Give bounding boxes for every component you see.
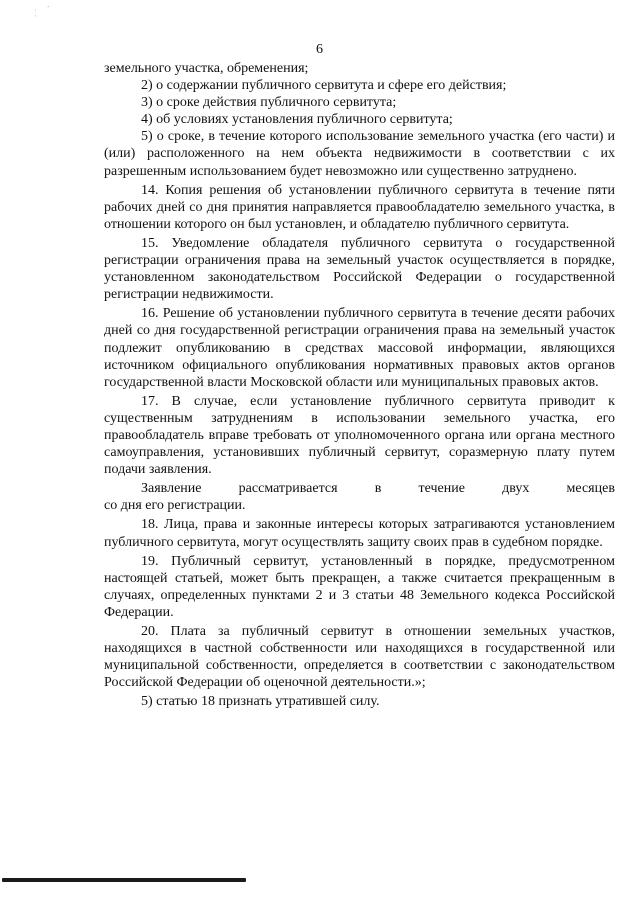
- paragraph: 15. Уведомление обладателя публичного сервитута о государственной регистрации ограничения права на земельный участок осуществляется в порядке, установленном законодательством Российской Федерации о государственной регистрации недвижимости.: [104, 235, 615, 303]
- word: течение: [418, 481, 465, 497]
- word: рассматривается: [238, 481, 338, 497]
- word: в: [374, 481, 382, 497]
- scan-artifact: · ˊ ·: [34, 6, 54, 22]
- paragraph: 17. В случае, если установление публичного сервитута приводит к существенным затруднениям в использовании земельного участка, его правообладатель вправе требовать от уполномоченного органа или органа местного самоуправления, установивших публичный сервитут, соразмерную плату путем подачи заявления.: [104, 393, 615, 478]
- word: Заявление: [141, 481, 202, 497]
- paragraph: 18. Лица, права и законные интересы которых затрагиваются установлением публичного сервитута, могут осуществлять защиту своих прав в судебном порядке.: [104, 517, 615, 550]
- paragraph: 14. Копия решения об установлении публичного сервитута в течение пяти рабочих дней со дня принятия направляется правообладателю земельного участка, в отношении которого он был установлен, и обладателю публичного сервитута.: [104, 182, 615, 232]
- page-number: 6: [316, 42, 323, 57]
- paragraph: 5) статью 18 признать утратившей силу.: [141, 694, 380, 710]
- document-body: [104, 60, 615, 710]
- bottom-rule: [2, 878, 246, 882]
- paragraph: 5) о сроке, в течение которого использование земельного участка (его части) и (или) расположенного на нем объекта недвижимости в соответствии с их разрешенным использованием будет невозможно или существенно затруднено.: [104, 129, 615, 179]
- paragraph: со дня его регистрации.: [104, 498, 246, 514]
- word: месяцев: [566, 481, 615, 497]
- paragraph: 19. Публичный сервитут, установленный в порядке, предусмотренном настоящей статьей, может быть прекращен, а также считается прекращенным в случаях, определенных пунктами 2 и 3 статьи 48 Земельного кодекса Российской Федерации.: [104, 553, 615, 620]
- paragraph: земельного участка, обременения;: [104, 61, 309, 76]
- paragraph: 4) об условиях установления публичного сервитута;: [141, 112, 453, 128]
- paragraph: 3) о сроке действия публичного сервитута;: [141, 95, 397, 111]
- word: двух: [502, 481, 530, 497]
- paragraph: 16. Решение об установлении публичного сервитута в течение десяти рабочих дней со дня государственной регистрации ограничения права на земельный участок подлежит опубликованию в средствах массовой информации, являющихся источником официального опубликования нормативных правовых актов органов государственной власти Московской области или муниципальных правовых актов.: [104, 306, 615, 390]
- paragraph: 20. Плата за публичный сервитут в отношении земельных участков, находящихся в частной собственности или находящихся в государственной или муниципальной собственности, определяется в соответствии с законодательством Российской Федерации об оценочной деятельности.»;: [104, 624, 615, 691]
- spread-line: [104, 480, 615, 497]
- paragraph: 2) о содержании публичного сервитута и сфере его действия;: [141, 78, 507, 94]
